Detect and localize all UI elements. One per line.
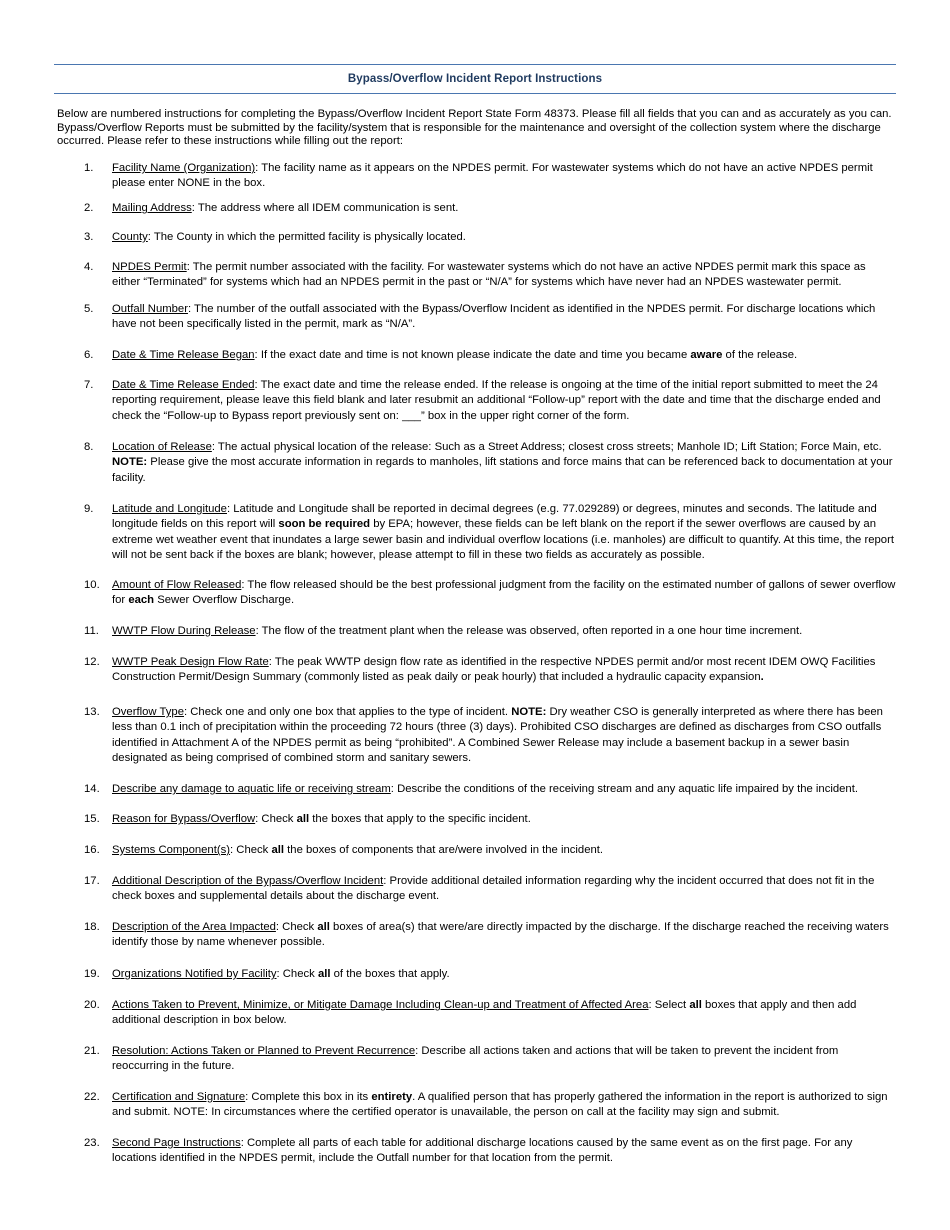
item-label: Mailing Address	[112, 202, 192, 214]
item-body-text: the boxes of components that are/were involved in the incident.	[284, 844, 604, 856]
instruction-item	[84, 782, 896, 797]
item-body-text: : Check	[255, 813, 297, 825]
item-label: Location of Release	[112, 441, 212, 453]
item-body-text: of the boxes that apply.	[330, 968, 450, 980]
item-body-text: : The actual physical location of the release: Such as a Street Address; closest cross streets; Manhole ID; Lift Station; Force Main, etc.	[211, 441, 882, 453]
item-body-text: : Check	[230, 844, 272, 856]
item-number: 12.	[84, 656, 100, 668]
item-number: 1.	[84, 162, 94, 174]
item-number: 6.	[84, 349, 94, 361]
item-body-text: : The flow released should be the best professional judgment from the facility on the estimated number of gallons of sewer overflow for	[112, 579, 896, 607]
item-body-text: : The peak WWTP design flow rate as identified in the respective NPDES permit and/or most recent IDEM OWQ Facilities Construction Permit/Design Summary (commonly listed as peak daily or peak hourly) that included a hydraulic capacity expansion	[112, 656, 876, 684]
item-number: 3.	[84, 231, 94, 243]
item-text	[112, 201, 896, 216]
item-emphasis: .	[760, 671, 764, 684]
item-number: 21.	[84, 1045, 100, 1057]
item-body-text: : The address where all IDEM communication is sent.	[191, 202, 459, 214]
item-number: 16.	[84, 844, 100, 856]
item-text	[112, 843, 896, 858]
item-number: 14.	[84, 783, 100, 795]
item-emphasis: all	[317, 921, 330, 933]
item-text	[112, 812, 896, 827]
item-label: Overflow Type	[112, 706, 184, 718]
item-label: Describe any damage to aquatic life or receiving stream	[112, 783, 391, 795]
item-label: Date & Time Release Began	[112, 349, 255, 361]
item-label: Latitude and Longitude	[112, 503, 227, 515]
item-text	[112, 578, 896, 609]
item-label: WWTP Flow During Release	[112, 625, 256, 637]
item-label: Facility Name (Organization)	[112, 162, 256, 174]
item-body-text: : If the exact date and time is not known please indicate the date and time you became	[254, 349, 691, 361]
item-number: 7.	[84, 379, 94, 391]
item-body-text: : Complete this box in its	[245, 1091, 372, 1103]
item-body-text: boxes that apply and then add additional description in box below.	[112, 999, 857, 1027]
item-label: Organizations Notified by Facility	[112, 968, 277, 980]
instruction-item	[84, 378, 896, 424]
item-number: 17.	[84, 875, 100, 887]
item-text	[112, 1044, 896, 1075]
item-emphasis: entirety	[371, 1091, 413, 1103]
item-body-text: : Complete all parts of each table for additional discharge locations caused by the same event as on the first page. For any locations identified in the NPDES permit, include the Outfall number for that location from the permit.	[112, 1137, 853, 1165]
instruction-item	[84, 502, 896, 564]
intro-paragraph: Below are numbered instructions for completing the Bypass/Overflow Incident Report State Form 48373. Please fill all fields that you can and as accurately as you can. Bypass/Overflow Reports must be submitted by the facility/system that is responsible for the maintenance and oversight of the collection system where the discharge occurred. Please refer to these instructions while filling out the report:	[57, 108, 892, 148]
item-text	[112, 874, 896, 905]
item-body-text: : Check one and only one box that applies to the type of incident.	[184, 706, 512, 718]
item-text	[112, 782, 896, 797]
item-text	[112, 230, 896, 245]
item-label: Outfall Number	[112, 303, 188, 315]
item-text	[112, 440, 896, 486]
item-emphasis: soon be required	[278, 518, 371, 531]
item-text	[112, 502, 896, 564]
instruction-item	[84, 843, 896, 858]
item-label: County	[112, 231, 148, 243]
item-number: 22.	[84, 1091, 100, 1103]
item-emphasis: NOTE:	[511, 706, 547, 718]
instruction-item	[84, 1136, 896, 1167]
item-label: Certification and Signature	[112, 1091, 246, 1103]
item-number: 5.	[84, 303, 94, 315]
item-body-text: boxes of area(s) that were/are directly impacted by the discharge. If the discharge reached the receiving waters identify those by name whenever possible.	[112, 921, 889, 949]
item-body-text: : Latitude and Longitude shall be reported in decimal degrees (e.g. 77.029289) or degrees, minutes and seconds. The latitude and longitude fields on this report will	[112, 503, 877, 531]
instruction-item	[84, 812, 896, 827]
item-label: Actions Taken to Prevent, Minimize, or Mitigate Damage Including Clean-up and Treatment of Affected Area	[112, 999, 649, 1011]
instruction-item	[84, 302, 896, 333]
item-number: 13.	[84, 706, 100, 718]
item-text	[112, 624, 896, 639]
item-body-text: Please give the most accurate information in regards to manholes, lift stations and force mains that can be referenced back to documentation at your facility.	[112, 456, 893, 484]
item-text	[112, 920, 896, 951]
item-label: Description of the Area Impacted	[112, 921, 276, 933]
item-number: 10.	[84, 579, 100, 591]
item-emphasis: all	[689, 999, 702, 1011]
item-body-text: : The flow of the treatment plant when the release was observed, often reported in a one hour time increment.	[255, 625, 803, 637]
item-body-text: : The permit number associated with the facility. For wastewater systems which do not have an active NPDES permit mark this space as either “Terminated” for systems which had an NPDES permit in the past or “N/A” for systems which have never had an NPDES wastewater permit.	[112, 261, 866, 289]
item-body-text: : Provide additional detailed information regarding why the incident occurred that does not fit in the check boxes and supplemental details about the discharge event.	[112, 875, 875, 903]
item-number: 11.	[84, 625, 99, 637]
item-number: 15.	[84, 813, 100, 825]
item-text	[112, 378, 896, 424]
item-label: Reason for Bypass/Overflow	[112, 813, 256, 825]
title-top-rule	[54, 64, 896, 65]
instruction-item	[84, 348, 896, 363]
instruction-item	[84, 1090, 896, 1121]
item-body-text: : Check	[276, 968, 318, 980]
item-body-text: : The County in which the permitted facility is physically located.	[147, 231, 466, 243]
title-bottom-rule	[54, 93, 896, 94]
item-emphasis: all	[296, 813, 310, 825]
item-body-text: of the release.	[722, 349, 798, 361]
item-body-text: the boxes that apply to the specific incident.	[309, 813, 531, 825]
item-body-text: by EPA; however, these fields can be left blank on the report if the sewer overflows are caused by an extreme wet weather event that inundates a large sewer basin and individual overflow locations (i.e. manholes) are difficult to quantify. At this time, the report will not be sent back if the boxes are blank; however, please attempt to fill in these two fields as accurately as possible.	[112, 518, 894, 562]
item-emphasis: aware	[690, 349, 723, 361]
item-text	[112, 1136, 896, 1167]
item-text	[112, 998, 896, 1029]
item-text	[112, 348, 896, 363]
item-number: 9.	[84, 503, 94, 515]
item-body-text: Sewer Overflow Discharge.	[154, 594, 295, 607]
item-emphasis: all	[317, 968, 331, 980]
page-title: Bypass/Overflow Incident Report Instructions	[347, 73, 603, 85]
item-number: 4.	[84, 261, 94, 273]
instruction-item	[84, 1044, 896, 1075]
item-label: NPDES Permit	[112, 261, 187, 273]
item-number: 20.	[84, 999, 100, 1011]
item-label: Second Page Instructions	[112, 1137, 241, 1149]
instruction-item	[84, 998, 896, 1029]
item-body-text: : Describe the conditions of the receiving stream and any aquatic life impaired by the incident.	[390, 783, 858, 795]
item-number: 19.	[84, 968, 100, 980]
item-body-text: Dry weather CSO is generally interpreted as where there has been less than 0.1 inch of precipitation within the proceeding 72 hours (three (3) days). Prohibited CSO discharges are defined as discharges from CSO outfalls identified in Attachment A of the NPDES permit as being “prohibited”. A Combined Sewer Release may include a basement backup in a sewer basin designated as being comprised of combined storm and sanitary sewers.	[112, 706, 883, 765]
item-text	[112, 161, 896, 192]
item-body-text: : The number of the outfall associated with the Bypass/Overflow Incident as identified in the NPDES permit. For discharge locations which have not been specifically listed in the permit, mark as “N/A”.	[112, 303, 876, 331]
instruction-item	[84, 920, 896, 951]
item-text	[112, 302, 896, 333]
instruction-item	[84, 874, 896, 905]
item-number: 8.	[84, 441, 94, 453]
item-label: WWTP Peak Design Flow Rate	[112, 656, 269, 668]
item-body-text: : Describe all actions taken and actions that will be taken to prevent the incident from reoccurring in the future.	[112, 1045, 839, 1073]
item-label: Additional Description of the Bypass/Overflow Incident	[112, 875, 384, 887]
item-label: Date & Time Release Ended	[112, 379, 255, 391]
instruction-item	[84, 440, 896, 486]
item-emphasis: all	[271, 844, 285, 856]
instruction-item	[84, 578, 896, 609]
instruction-item	[84, 161, 896, 192]
item-text	[112, 260, 896, 291]
item-emphasis: each	[128, 594, 155, 607]
instruction-item	[84, 260, 896, 291]
item-label: Systems Component(s)	[112, 844, 231, 856]
item-number: 23.	[84, 1137, 100, 1149]
item-number: 2.	[84, 202, 94, 214]
item-body-text: : Select	[648, 999, 690, 1011]
item-emphasis: NOTE:	[112, 456, 148, 469]
item-text	[112, 967, 896, 982]
item-label: Resolution: Actions Taken or Planned to Prevent Recurrence	[112, 1045, 416, 1057]
item-text	[112, 705, 896, 767]
item-label: Amount of Flow Released	[112, 579, 242, 591]
instruction-item	[84, 705, 896, 767]
item-body-text: : The exact date and time the release ended. If the release is ongoing at the time of the initial report submitted to meet the 24 reporting requirement, please leave this field blank and later resubmit an additional “Follow-up” report with the date and time that the discharge ended and check the “Follow-up to Bypass report previously sent on: ___” box in the upper right corner of the form.	[112, 379, 881, 422]
item-number: 18.	[84, 921, 100, 933]
instruction-item	[84, 230, 896, 245]
instruction-item	[84, 624, 896, 639]
item-body-text: : Check	[275, 921, 318, 933]
item-text	[112, 1090, 896, 1121]
instruction-item	[84, 967, 896, 982]
instruction-item	[84, 655, 896, 686]
item-body-text: : The facility name as it appears on the NPDES permit. For wastewater systems which do not have an active NPDES permit please enter NONE in the box.	[112, 162, 873, 190]
item-body-text: . A qualified person that has properly gathered the information in the report is authorized to sign and submit. NOTE: In circumstances where the certified operator is unavailable, the person on call at the facility may sign and submit.	[112, 1091, 888, 1119]
item-text	[112, 655, 896, 686]
instruction-item	[84, 201, 896, 216]
